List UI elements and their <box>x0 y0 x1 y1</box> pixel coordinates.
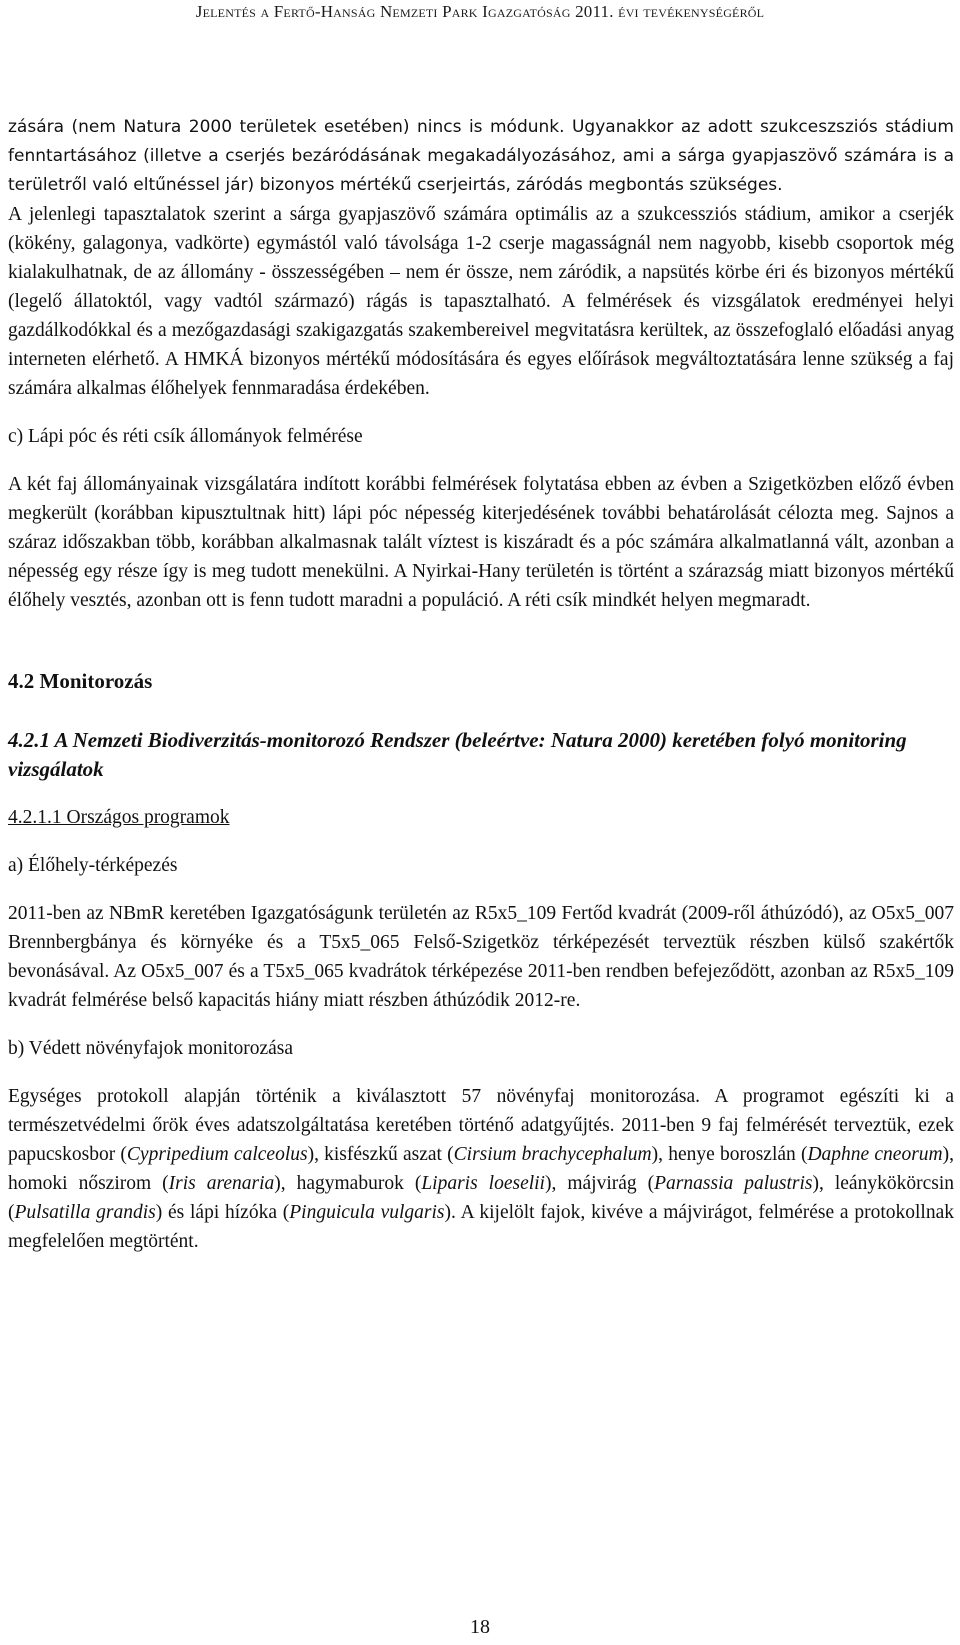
species-name-5: Liparis loeselii <box>421 1173 545 1194</box>
page-number: 18 <box>470 1616 490 1638</box>
section-4-2-1-heading: 4.2.1 A Nemzeti Biodiverzitás-monitorozó Rendszer (beleértve: Natura 2000) keretében folyó monitoring vizsgálatok <box>8 728 907 781</box>
section-b-text-7: ), leánykökörcsin ( <box>8 1173 954 1223</box>
section-b-paragraph <box>8 1082 954 1256</box>
species-name-6: Parnassia palustris <box>654 1173 813 1194</box>
species-name-8: Pinguicula vulgaris <box>289 1202 445 1223</box>
document-body <box>8 113 954 1256</box>
intro-paragraph: A jelenlegi tapasztalatok szerint a sárga gyapjaszövő számára optimális az a szukcessziós stádium, amikor a cserjék (kökény, galagonya, vadkörte) egymástól való távolsága 1-2 cserje magasságnál nem nagyobb, kisebb csoportok még kialakulhatnak, de az állomány - összességében – nem ér össze, nem záródik, a napsütés körbe éri és bizonyos mértékű (legelő állatoktól, vagy vadtól származó) rágás is tapasztalható. A felmérések és vizsgálatok eredményei helyi gazdálkodókkal és a mezőgazdasági szakigazgatás szakembereivel megvitatásra kerültek, az összefoglaló előadási anyag interneten elérhető. A HMKÁ bizonyos mértékű módosítására és egyes előírások megváltoztatására lenne szükség a faj számára alkalmas élőhelyek fennmaradása érdekében. <box>8 204 954 399</box>
species-name-3: Daphne cneorum <box>807 1144 943 1165</box>
species-name-1: Cypripedium calceolus <box>126 1144 308 1165</box>
section-b-text-3: ), henye boroszlán ( <box>651 1144 808 1165</box>
intro-paragraph-continuation: zására (nem Natura 2000 területek esetében) nincs is módunk. Ugyanakkor az adott szukceszsziós stádium fenntartásához (illetve a cserjés bezáródásának megakadályozásához, ami a sárga gyapjaszövő számára is a területről való eltűnéssel jár) bizonyos mértékű cserjeirtás, záródás megbontás szükséges. <box>8 117 954 195</box>
species-name-7: Pulsatilla grandis <box>14 1202 156 1223</box>
species-name-2: Cirsium brachycephalum <box>453 1144 652 1165</box>
section-b-text-8: ) és lápi hízóka ( <box>155 1202 290 1223</box>
section-a-heading: a) Élőhely-térképezés <box>8 855 178 876</box>
section-4-2-1-1-heading <box>8 803 954 832</box>
section-4-2-1-1-heading-text: 4.2.1.1 Országos programok <box>8 807 230 828</box>
section-b-text-4: ), homoki nőszirom ( <box>8 1144 955 1194</box>
running-header: Jelentés a Fertő-Hanság Nemzeti Park Igazgatóság 2011. évi tevékenységéről <box>195 2 765 21</box>
species-name-4: Iris arenaria <box>168 1173 275 1194</box>
section-b-text-5: ), hagymaburok ( <box>274 1173 422 1194</box>
section-4-2-heading: 4.2 Monitorozás <box>8 669 153 693</box>
section-c-heading: c) Lápi póc és réti csík állományok felmérése <box>8 426 363 447</box>
section-c-paragraph: A két faj állományainak vizsgálatára indított korábbi felmérések folytatása ebben az évben a Szigetközben előző évben megkerült (korábban kipusztultnak hitt) lápi póc népesség kiterjedésének további behatárolását célozta meg. Sajnos a száraz időszakban több, korábban alkalmasnak talált víztest is kiszáradt és a póc számára alkalmatlanná vált, azonban a népesség egy része így is meg tudott menekülni. A Nyirkai-Hany területén is történt a szárazság miatt bizonyos mértékű élőhely vesztés, azonban ott is fenn tudott maradni a populáció. A réti csík mindkét helyen megmaradt. <box>8 474 954 611</box>
section-b-text-2: ), kisfészkű aszat ( <box>307 1144 454 1165</box>
section-b-text-6: ), májvirág ( <box>544 1173 655 1194</box>
section-b-text-1: Egységes protokoll alapján történik a kiválasztott 57 növényfaj monitorozása. A programot egészíti ki a természetvédelmi őrök éves adatszolgáltatása keretében történő adatgyűjtés. 2011-ben 9 faj felmérését terveztük, ezek papucskosbor ( <box>8 1086 954 1165</box>
section-b-text-9: ). A kijelölt fajok, kivéve a májvirágot, felmérése a protokollnak megfelelően megtörtént. <box>8 1202 954 1252</box>
section-a-paragraph: 2011-ben az NBmR keretében Igazgatóságunk területén az R5x5_109 Fertőd kvadrát (2009-ről áthúzódó), az O5x5_007 Brennbergbánya és környéke és a T5x5_065 Felső-Szigetköz térképezését terveztük részben külső szakértők bevonásával. Az O5x5_007 és a T5x5_065 kvadrátok térképezése 2011-ben rendben befejeződött, azonban az R5x5_109 kvadrát felmérése belső kapacitás hiány miatt részben áthúzódik 2012-re. <box>8 903 954 1011</box>
section-b-heading: b) Védett növényfajok monitorozása <box>8 1038 294 1059</box>
